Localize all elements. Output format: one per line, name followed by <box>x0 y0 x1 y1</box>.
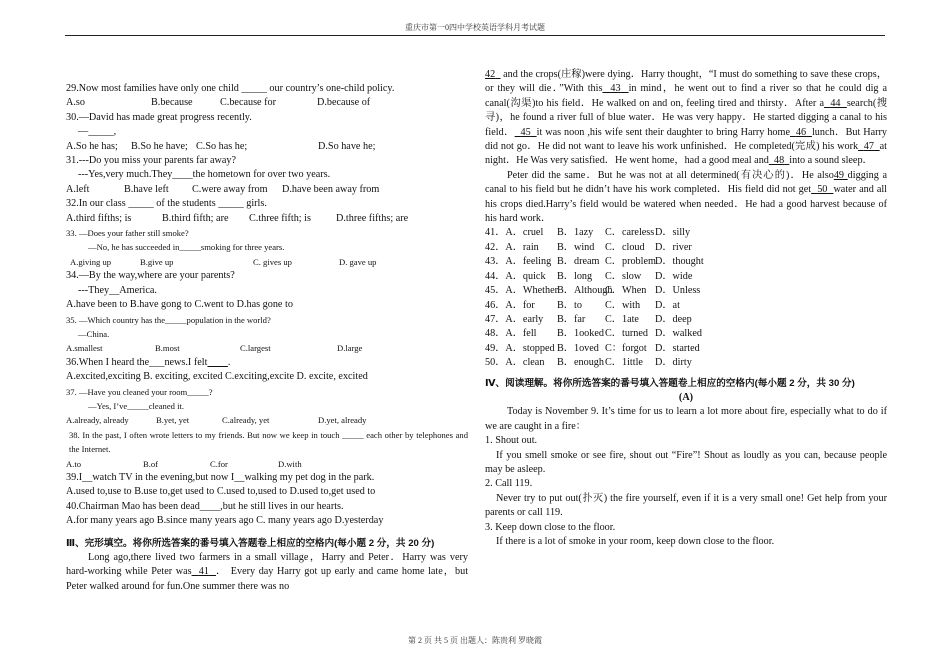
blank-46: 46 <box>795 126 807 138</box>
cloze-text-11: digging a canal to his field but he didn’t have his work completed．His field did not get <box>485 169 887 196</box>
q32-option-a: A.third fifths; is <box>66 212 132 224</box>
cloze-option: D．river <box>655 241 692 253</box>
q36-options: A.excited,exciting B. exciting, excited C.exciting,excite D. excite, excited <box>66 371 368 383</box>
cloze-option: D．dirty <box>655 357 692 369</box>
q31-option-d: D.have been away from <box>282 183 380 195</box>
q34-line2: ---They__America. <box>78 284 157 296</box>
q30-option-c: C.So has he; <box>196 140 248 152</box>
q35-option-d: D.large <box>337 343 363 354</box>
cloze-option: C．problem <box>605 256 656 268</box>
q29-option-c: C.because for <box>220 97 277 109</box>
q31-stem: 31.---Do you miss your parents far away? <box>66 155 237 167</box>
cloze-option: D．Unless <box>655 285 701 297</box>
cloze-option: 44．A．quick <box>485 270 546 282</box>
cloze-option: D．silly <box>655 227 691 239</box>
cloze-text-8: at night．He Was very satisfied．He went home，had a good meal and <box>485 141 888 167</box>
cloze-option: B．1azy <box>557 227 594 239</box>
cloze-option: C．cloud <box>605 241 645 253</box>
q33-stem: 33. —Does your father still smoke? <box>66 228 189 239</box>
right-column <box>485 68 887 549</box>
q40-options: A.for many years ago B.since many years ago C. many years ago D.yesterday <box>66 515 384 527</box>
q35-stem: 35. —Which country has the_____population in the world? <box>66 314 271 325</box>
cloze-option-row <box>485 241 887 255</box>
q37-option-b: B.yet, yet <box>156 415 190 426</box>
cloze-text-6: it was noon ,his wife sent their daughter to bring Harry home <box>536 126 790 138</box>
q31-option-b: B.have left <box>124 183 169 195</box>
cloze-option: C：forgot <box>605 342 647 354</box>
cloze-option-row <box>485 299 887 313</box>
cloze-option-row <box>485 356 887 370</box>
reading-item-2: 2. Call 119. <box>485 478 533 490</box>
q36-stem <box>66 356 468 370</box>
q31-options <box>66 183 468 197</box>
q30-options <box>66 140 468 154</box>
cloze-option: C．1ate <box>605 313 639 325</box>
q30-option-d: D.So have he; <box>318 140 376 152</box>
cloze-option: C．slow <box>605 270 642 282</box>
left-column <box>66 82 468 594</box>
q31-option-c: C.were away from <box>192 183 268 195</box>
cloze-option-row <box>485 327 887 341</box>
cloze-text-7: lunch．But Harry did not go．He did not want to leave his work unfinished．He completed(完成) his work <box>485 126 887 153</box>
q38-option-d: D.with <box>278 458 302 469</box>
q38-option-a: A.to <box>66 458 82 469</box>
cloze-text-9: into a sound sleep． <box>789 155 873 167</box>
cloze-option: 48．A．fell <box>485 328 537 340</box>
q33-option-a: A.giving up <box>70 256 112 267</box>
cloze-option: B．1ooked <box>557 328 604 340</box>
q29-option-d: D.because of <box>317 97 371 109</box>
cloze-options-list <box>485 226 887 370</box>
cloze-option: B．Although <box>557 285 613 297</box>
q30-stem: 30.—David has made great progress recently. <box>66 111 252 123</box>
q35-option-c: C.largest <box>240 343 271 354</box>
page-footer: 第 2 页 共 5 页 出题人：陈贵利 罗晓霞 <box>408 636 542 645</box>
q36-stem-end: . <box>227 356 231 368</box>
blank-49: 49 <box>833 169 844 181</box>
q35-option-a: A.smallest <box>66 343 103 354</box>
cloze-paragraph-2 <box>485 169 887 227</box>
q35-option-b: B.most <box>155 343 180 354</box>
q30-line2: —_____, <box>78 126 117 138</box>
cloze-option: C．When <box>605 285 647 297</box>
cloze-option: 45．A．Whether <box>485 285 558 297</box>
q32-option-c: C.three fifth; is <box>249 212 311 224</box>
q31-line2: ---Yes,very much.They____the hometown for over two years. <box>78 169 331 181</box>
cloze-option: B．long <box>557 270 593 282</box>
cloze-option: B．enough <box>557 357 604 369</box>
q32-option-d: D.three fifths; are <box>336 212 409 224</box>
q35-line2: —China. <box>78 328 110 339</box>
q38-option-c: C.for <box>210 458 228 469</box>
page-header: 重庆市第一0四中学校英语学科月考试题 <box>405 23 545 32</box>
cloze-text-1: Long ago,there lived two farmers in a small village，Harry and Peter．Harry was very hard-working while Peter was <box>66 552 468 578</box>
q32-option-b: B.third fifth; are <box>162 212 229 224</box>
q34-stem: 34.—By the way,where are your parents? <box>66 270 235 282</box>
blank-44: 44 <box>830 97 841 109</box>
cloze-option-row <box>485 270 887 284</box>
section4-title: Ⅳ、阅读理解。将你所选答案的番号填入答题卷上相应的空格内(每小题 2 分，共 30 分) <box>485 377 855 389</box>
q37-options <box>66 413 468 427</box>
cloze-option: C．with <box>605 299 641 311</box>
cloze-option: C．turned <box>605 328 649 340</box>
cloze-text-3: and the crops(庄稼)were dying．Harry thought，“I must do something to save these crops，or they will die．”With this <box>485 69 888 95</box>
blank-45: 45 <box>520 126 531 138</box>
cloze-option: 43．A．feeling <box>485 256 552 268</box>
blank-43: 43 <box>610 83 621 95</box>
cloze-text-12: water and all his crops died.Harry’s field would be watered when needed．He had a good harvest because of his hard work． <box>485 184 888 225</box>
blank-48: 48 <box>773 155 785 167</box>
cloze-option: B．to <box>557 299 582 311</box>
q39-stem: 39.I__watch TV in the evening,but now I__walking my pet dog in the park. <box>66 471 375 483</box>
cloze-option: D．at <box>655 299 680 311</box>
q36-stem-text: 36.When I heard the___news.I felt <box>66 356 208 368</box>
q35-options <box>66 341 468 355</box>
q33-options <box>66 255 468 269</box>
q38-option-b: B.of <box>143 458 159 469</box>
q33-line2: —No, he has succeeded in_____smoking for three years. <box>88 242 285 253</box>
reading-item-1-text: If you smell smoke or see fire, shout out “Fire”! Shout as loudly as you can, because people may be asleep. <box>485 449 887 475</box>
cloze-text-2: ． Every day Harry got up early and came home late，but Peter walked around for fun.One summer there was no <box>66 566 469 592</box>
cloze-option: B．1oved <box>557 342 599 354</box>
reading-item-3: 3. Keep down close to the floor. <box>485 521 616 533</box>
blank-42: 42 <box>485 69 496 80</box>
reading-item-1: 1. Shout out. <box>485 435 538 447</box>
q33-option-b: B.give up <box>140 256 174 267</box>
spacer <box>66 529 468 537</box>
q34-options: A.have been to B.have gong to C.went to D.has gone to <box>66 299 293 311</box>
cloze-option: D．deep <box>655 313 692 325</box>
cloze-option-row <box>485 284 887 298</box>
reading-part-label: (A) <box>678 391 694 403</box>
q38-options <box>66 457 468 471</box>
q32-stem: 32.In our class _____ of the students _____ girls. <box>66 198 267 210</box>
q38-stem: 38. In the past, I often wrote letters to my friends. But now we keep in touch _____ each other by telephones and the Internet. <box>69 429 468 455</box>
q37-option-d: D.yet, already <box>318 415 367 426</box>
q29-option-b: B.because <box>151 97 193 109</box>
q40-stem: 40.Chairman Mao has been dead____,but he still lives in our hearts. <box>66 500 344 512</box>
cloze-option: 47．A．early <box>485 313 544 325</box>
q29-option-a: A.so <box>66 97 85 109</box>
reading-item-3-text: If there is a lot of smoke in your room, keep down close to the floor. <box>496 536 775 547</box>
q29-options <box>66 96 468 110</box>
blank-50: 50 <box>817 184 828 196</box>
cloze-paragraph-start <box>66 551 468 594</box>
cloze-option: B．far <box>557 313 586 325</box>
cloze-option: B．dream <box>557 256 600 268</box>
cloze-option-row <box>485 342 887 356</box>
cloze-option: 42．A．rain <box>485 241 539 253</box>
cloze-option: 49．A．stopped <box>485 342 555 354</box>
cloze-option: D．walked <box>655 328 702 340</box>
cloze-option: C．careless <box>605 227 655 239</box>
cloze-text-5: search(搜寻)，he found a river full of blue water．He was very happy．He started digging a canal to his field． <box>485 97 888 138</box>
blank-41: 41 <box>198 566 209 578</box>
q37-option-a: A.already, already <box>66 415 129 426</box>
q33-option-d: D. gave up <box>339 256 377 267</box>
blank-47: 47 <box>863 141 874 153</box>
cloze-option-row <box>485 313 887 327</box>
cloze-option: D．wide <box>655 270 693 282</box>
q36-blank: ____ <box>207 356 228 368</box>
q37-option-c: C.already, yet <box>222 415 270 426</box>
cloze-option: 50．A．clean <box>485 357 545 369</box>
section3-title: Ⅲ、完形填空。将你所选答案的番号填入答题卷上相应的空格内(每小题 2 分，共 20 分) <box>66 537 435 549</box>
q32-options <box>66 212 468 226</box>
reading-intro: Today is November 9. It’s time for us to learn a lot more about fire, especially what to do if we are caught in a fire： <box>485 406 887 432</box>
cloze-paragraph-1 <box>485 68 887 169</box>
reading-item-2-text: Never try to put out(扑灭) the fire yourself, even if it is a very small one! Get help from your parents or call 119. <box>485 492 887 519</box>
header-rule <box>65 35 885 36</box>
q39-options: A.used to,use to B.use to,get used to C.used to,used to D.used to,get used to <box>66 486 376 498</box>
cloze-option-row <box>485 226 887 240</box>
q30-option-a: A.So he has; <box>66 140 118 152</box>
cloze-text-10: Peter did the same．But he was not at all determined(有决心的)．He also <box>507 169 834 181</box>
q33-option-c: C. gives up <box>253 256 292 267</box>
cloze-option: B．wind <box>557 241 595 253</box>
cloze-option: D．started <box>655 342 700 354</box>
cloze-option: 41．A．cruel <box>485 227 544 239</box>
q37-stem: 37. —Have you cleaned your room_____? <box>66 386 213 397</box>
cloze-option: 46．A．for <box>485 299 535 311</box>
cloze-option-row <box>485 255 887 269</box>
q31-option-a: A.left <box>66 183 90 195</box>
cloze-option: C．1ittle <box>605 357 643 369</box>
q29-stem: 29.Now most families have only one child _____ our country’s one-child policy. <box>66 83 395 94</box>
q30-option-b: B.So he have; <box>131 140 188 152</box>
q37-line2: —Yes, I’ve_____cleaned it. <box>88 400 185 411</box>
cloze-text-4: in mind，he went out to find a river so that he could dig a canal(沟渠)to his field．He walked on and on, feeling tired and thirsty．After a <box>485 83 888 109</box>
cloze-option: D．thought <box>655 256 704 268</box>
